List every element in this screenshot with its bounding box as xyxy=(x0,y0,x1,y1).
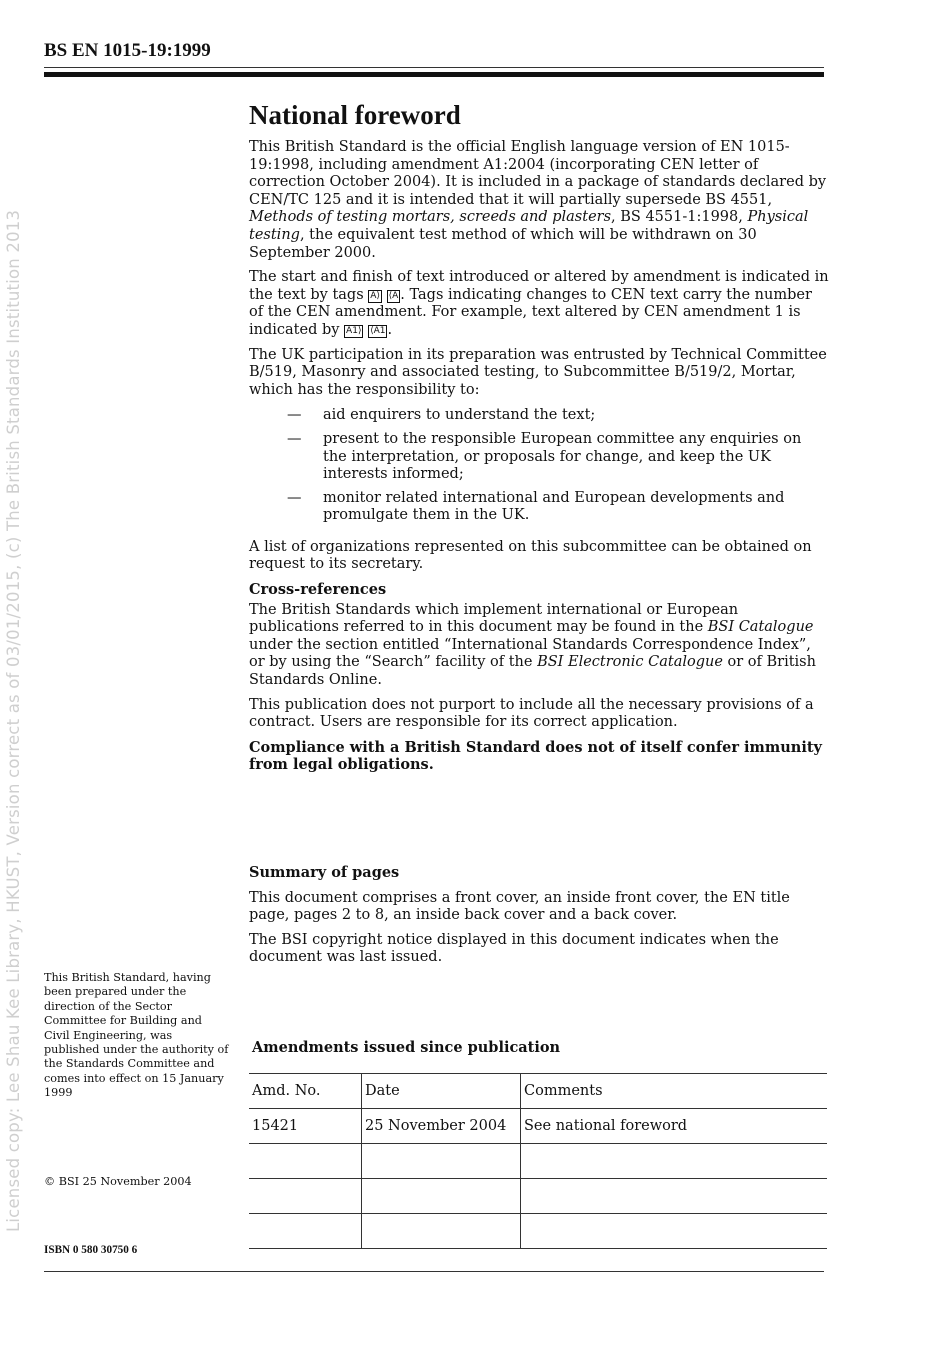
text-run: , the equivalent test method of which will be withdrawn on 30 September 2000. xyxy=(249,226,757,261)
responsibility-list xyxy=(249,407,829,525)
column-header: Amd. No. xyxy=(249,1074,362,1109)
copyright-notice: © BSI 25 November 2004 xyxy=(44,1175,192,1188)
list-dash: — xyxy=(287,407,302,424)
foreword-paragraph-2 xyxy=(249,269,829,339)
license-watermark: Licensed copy: Lee Shau Kee Library, HKUST, Version correct as of 03/01/2015, (c) The British Standards Institution 2013 xyxy=(4,209,23,1232)
table-cell xyxy=(521,1144,828,1179)
table-cell xyxy=(362,1214,521,1249)
list-dash: — xyxy=(287,489,302,506)
summary-paragraph-1: This document comprises a front cover, an inside front cover, the EN title page, pages 2 to 8, an inside back cover and a back cover. xyxy=(249,889,790,924)
table-cell xyxy=(521,1214,828,1249)
table-cell: 15421 xyxy=(249,1109,362,1144)
text-run: under the section entitled “International Standards Correspondence Index”, or by using the “Search” facility of the xyxy=(249,636,811,671)
column-header: Comments xyxy=(521,1074,828,1109)
publication-note: This British Standard, having been prepared under the direction of the Sector Committee for Building and Civil Engineering, was published under the authority of the Standards Committee and comes into effect on 15 January 1999 xyxy=(44,971,229,1100)
table-cell xyxy=(249,1214,362,1249)
amendments-heading: Amendments issued since publication xyxy=(252,1039,561,1056)
foreword-paragraph-3: The UK participation in its preparation was entrusted by Technical Committee B/519, Masonry and associated testing, to Subcommittee B/519/2, Mortar, which has the responsibility to: xyxy=(249,346,827,398)
document-id: BS EN 1015-19:1999 xyxy=(44,40,211,61)
table-cell xyxy=(362,1144,521,1179)
summary-paragraph-2: The BSI copyright notice displayed in this document indicates when the document was last issued. xyxy=(249,931,779,966)
text-run: or of British Standards Online. xyxy=(249,654,816,689)
table-cell xyxy=(249,1144,362,1179)
text-run: . Tags indicating changes to CEN text carry the number of the CEN amendment. For example, text altered by CEN amendment 1 is indicated by xyxy=(249,286,812,338)
list-item xyxy=(249,431,829,484)
foreword-paragraph-4: A list of organizations represented on this subcommittee can be obtained on request to its secretary. xyxy=(249,538,812,573)
list-item-text: aid enquirers to understand the text; xyxy=(323,407,596,424)
table-row xyxy=(249,1179,827,1214)
text-run: . xyxy=(387,321,393,338)
summary-heading: Summary of pages xyxy=(249,864,400,881)
table-cell: 25 November 2004 xyxy=(362,1109,521,1144)
list-item xyxy=(249,490,829,525)
italic-title: Methods of testing mortars, screeds and plasters xyxy=(249,209,612,226)
table-row xyxy=(249,1214,827,1249)
footer-rule xyxy=(44,1271,824,1272)
isbn: ISBN 0 580 30750 6 xyxy=(44,1244,138,1256)
italic-title: BSI Catalogue xyxy=(707,619,814,636)
header-rule-thick xyxy=(44,72,824,77)
foreword-paragraph-6: This publication does not purport to include all the necessary provisions of a contract. Users are responsible for its correct application. xyxy=(249,696,814,731)
amendment-1-start-tag-icon: A1 ⟩ xyxy=(344,325,363,338)
foreword-paragraph-1 xyxy=(249,139,829,262)
list-item-text: monitor related international and European developments and promulgate them in the UK. xyxy=(323,489,785,524)
list-item-text: present to the responsible European committee any enquiries on the interpretation, or proposals for change, and keep the UK interests informed; xyxy=(323,430,802,483)
table-header-row xyxy=(249,1074,827,1109)
amendment-1-end-tag-icon: ⟨ A1 xyxy=(368,325,387,338)
italic-title: BSI Electronic Catalogue xyxy=(537,654,723,671)
amendments-table xyxy=(249,1073,827,1249)
page-title: National foreword xyxy=(249,100,461,130)
table-row xyxy=(249,1109,827,1144)
text-run: The start and finish of text introduced or altered by amendment is indicated in the text by tags xyxy=(249,269,829,303)
list-dash: — xyxy=(287,430,302,447)
amendment-end-tag-icon: ⟨ A xyxy=(387,290,401,303)
summary-section xyxy=(249,864,829,974)
column-header: Date xyxy=(362,1074,521,1109)
table-cell: See national foreword xyxy=(521,1109,828,1144)
cross-references-heading: Cross-references xyxy=(249,581,387,599)
text-run: This British Standard is the official English language version of EN 1015-19:1998, including amendment A1:2004 (incorporating CEN letter of correction October 2004). It is included in a package of standards declared by CEN/TC 125 and it is intended that it will partially supersede BS 4551, xyxy=(249,139,827,208)
foreword-section xyxy=(249,100,829,781)
amendment-start-tag-icon: A ⟩ xyxy=(368,290,382,303)
header-rule-thin xyxy=(44,67,824,68)
table-cell xyxy=(249,1179,362,1214)
cross-references-paragraph xyxy=(249,602,829,690)
text-run: The British Standards which implement international or European publications referred to in this document may be found in the xyxy=(249,601,739,636)
table-cell xyxy=(521,1179,828,1214)
table-row xyxy=(249,1144,827,1179)
italic-title: Physical testing xyxy=(249,209,809,243)
compliance-statement: Compliance with a British Standard does not of itself confer immunity from legal obligations. xyxy=(249,738,822,774)
text-run: , BS 4551-1:1998, xyxy=(611,209,748,226)
table-cell xyxy=(362,1179,521,1214)
list-item xyxy=(249,407,829,425)
